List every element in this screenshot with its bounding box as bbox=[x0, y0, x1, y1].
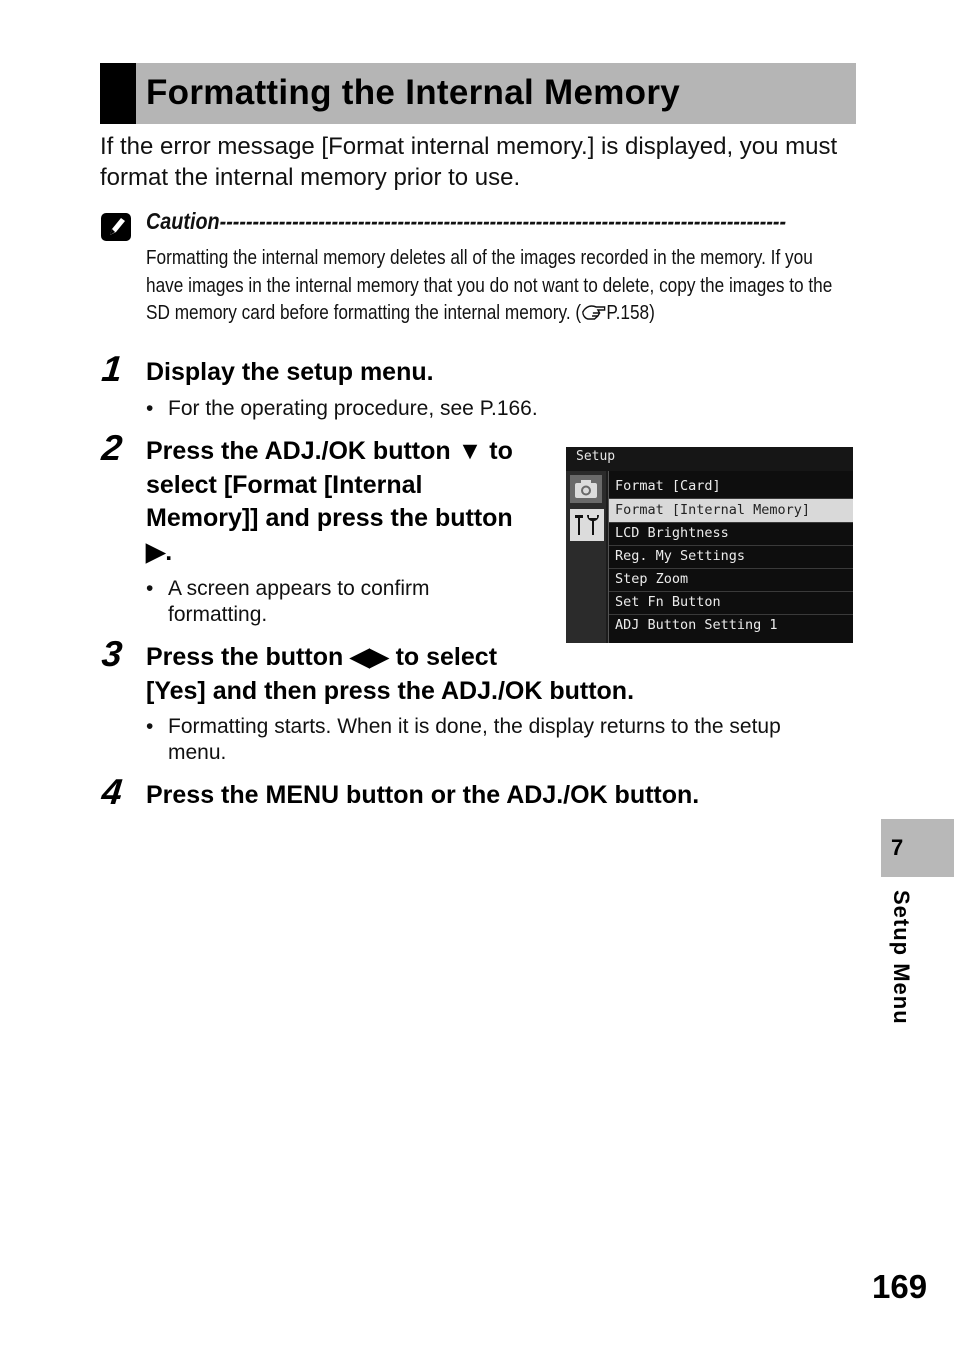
step-number-4: 4 bbox=[99, 771, 125, 812]
page-number: 169 bbox=[872, 1268, 928, 1305]
step-3-note bbox=[168, 714, 781, 766]
menu-item-step-zoom[interactable]: Step Zoom bbox=[615, 571, 689, 587]
camera-icon bbox=[570, 475, 602, 503]
intro-paragraph: If the error message [Format internal memory.] is displayed, you must format the internal memory prior to use. bbox=[100, 133, 838, 191]
step-number-2: 2 bbox=[99, 427, 125, 468]
page-title: Formatting the Internal Memory bbox=[146, 73, 681, 112]
title-marker-block bbox=[100, 63, 136, 124]
screen-title: Setup bbox=[576, 449, 616, 464]
step-2-note bbox=[168, 576, 429, 628]
chapter-label: Setup Menu bbox=[889, 890, 914, 1025]
step-number-3: 3 bbox=[99, 633, 125, 674]
menu-item-reg-my-settings[interactable]: Reg. My Settings bbox=[615, 548, 746, 564]
caution-text bbox=[146, 244, 853, 327]
menu-item-lcd-brightness[interactable]: LCD Brightness bbox=[615, 525, 729, 541]
step-3-note-line: Formatting starts. When it is done, the display returns to the setup bbox=[168, 715, 781, 738]
step-3-heading-line: [Yes] and then press the ADJ./OK button. bbox=[146, 676, 635, 705]
caution-dashes: -------------------------------------------------------------------------------------- bbox=[219, 208, 787, 234]
step-3-heading bbox=[146, 641, 634, 708]
caution-reference: P.158) bbox=[606, 301, 655, 324]
caution-body-text: Formatting the internal memory deletes all of the images recorded in the memory. If you have images in the internal memory that you do not want to delete, copy the images to the SD memory card before formatting the internal memory. ( bbox=[146, 246, 833, 324]
step-1-note: For the operating procedure, see P.166. bbox=[168, 397, 538, 420]
step-number-1: 1 bbox=[99, 348, 125, 389]
setup-menu-list bbox=[608, 471, 853, 643]
step-2-heading-line: select [Format [Internal bbox=[146, 470, 423, 499]
screen-header bbox=[566, 447, 853, 471]
step-3-note-line: menu. bbox=[168, 741, 227, 764]
bullet-symbol: • bbox=[146, 715, 154, 738]
bullet-symbol: • bbox=[146, 397, 154, 420]
step-2-heading bbox=[146, 435, 513, 569]
menu-item-format-internal-memory[interactable]: Format [Internal Memory] bbox=[609, 499, 853, 522]
menu-item-set-fn-button[interactable]: Set Fn Button bbox=[615, 594, 721, 610]
setup-tools-icon bbox=[570, 509, 604, 541]
step-2-note-line: formatting. bbox=[168, 603, 268, 626]
menu-item-adj-button-setting[interactable]: ADJ Button Setting 1 bbox=[615, 617, 778, 633]
section-title-bar bbox=[100, 63, 856, 124]
chapter-number: 7 bbox=[891, 835, 904, 860]
caution-heading bbox=[146, 208, 858, 240]
step-2-heading-line: Press the ADJ./OK button ▼ to bbox=[146, 437, 513, 465]
step-1-heading: Display the setup menu. bbox=[146, 358, 434, 386]
step-3-heading-line: Press the button ◀▶ to select bbox=[146, 643, 498, 671]
reference-hand-icon bbox=[581, 302, 606, 322]
menu-item-format-card[interactable]: Format [Card] bbox=[615, 478, 721, 494]
step-2-note-line: A screen appears to confirm bbox=[168, 577, 430, 600]
caution-label: Caution bbox=[146, 208, 220, 234]
step-4-heading: Press the MENU button or the ADJ./OK button. bbox=[146, 781, 700, 809]
caution-pencil-icon bbox=[101, 213, 131, 241]
bullet-symbol: • bbox=[146, 577, 154, 600]
step-2-heading-line: Memory]] and press the button bbox=[146, 504, 513, 532]
chapter-tab bbox=[881, 819, 954, 877]
step-2-heading-line: ▶. bbox=[146, 537, 173, 566]
camera-setup-screen bbox=[566, 447, 853, 643]
